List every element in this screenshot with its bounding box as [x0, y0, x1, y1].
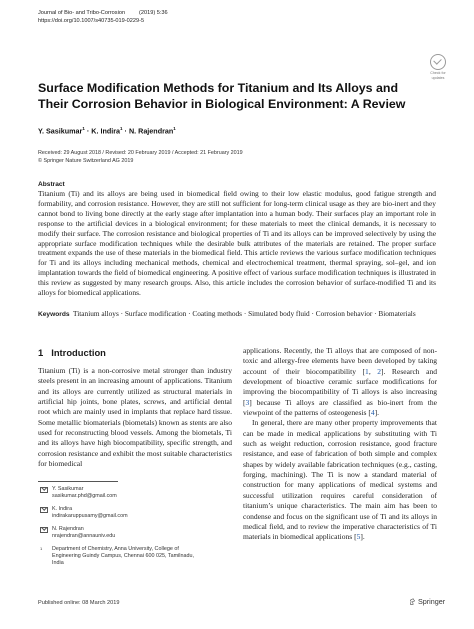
article-title: Surface Modification Methods for Titanium and Its Alloys and Their Corrosion Behavior in Biological Environment: A Review [38, 81, 406, 111]
check-for-updates-badge[interactable] [425, 54, 451, 80]
author-2[interactable]: K. Indira [91, 126, 121, 136]
author-3-affil: 1 [173, 126, 176, 131]
contact-name: N. Rajendran [52, 526, 84, 532]
section-number: 1 [38, 347, 44, 358]
contact-email[interactable]: sasikumar.phd@gmail.com [52, 493, 117, 499]
affiliation-line: Department of Chemistry, Anna University, College of [52, 546, 179, 552]
section-title: Introduction [51, 347, 106, 358]
contact-email[interactable]: indirakaruppusamy@gmail.com [52, 513, 128, 519]
author-list [38, 126, 176, 135]
publisher-logo[interactable] [409, 597, 445, 606]
envelope-icon [40, 487, 48, 493]
author-2-affil: 1 [120, 126, 123, 131]
publisher-name: Springer [418, 597, 446, 606]
keywords-text: Titanium alloys · Surface modification · Coating methods · Simulated body fluid · Corrosion behavior · Biomaterials [73, 309, 416, 318]
springer-horse-icon [409, 598, 416, 605]
envelope-icon [40, 507, 48, 513]
author-1[interactable]: Y. Sasikumar [38, 126, 83, 136]
author-sep: · [122, 126, 129, 136]
affiliation-line: Engineering Guindy Campus, Chennai 600 025, Tamilnadu, [52, 553, 194, 559]
author-1-affil: 1 [82, 126, 85, 131]
author-contacts [38, 486, 194, 567]
ref-link-1[interactable]: 1 [365, 366, 369, 376]
footnote-divider [38, 481, 118, 482]
envelope-icon [40, 527, 48, 533]
contact-name: K. Indira [52, 506, 73, 512]
history-dates: Received: 29 August 2018 / Revised: 20 February 2019 / Accepted: 21 February 2019 [38, 150, 243, 156]
check-icon [430, 54, 446, 70]
right-column [243, 346, 437, 543]
contact-email[interactable]: nrajendran@annauniv.edu [52, 533, 116, 539]
intro-paragraph-2 [243, 346, 437, 418]
para-text: ]. [360, 532, 365, 542]
ref-link-2[interactable]: 2 [377, 366, 382, 376]
contact-entry [38, 486, 194, 500]
intro-paragraph-3 [243, 418, 437, 542]
badge-line2: updates [431, 76, 445, 81]
affiliation-number: 1 [40, 546, 43, 551]
para-text: ] because Ti alloys are classified as bio-inert from the viewpoint of the patterns of osteogenesis [ [243, 397, 437, 418]
author-3[interactable]: N. Rajendran [128, 126, 174, 136]
journal-citation: Journal of Bio- and Tribo-Corrosion (2019) 5:36 [38, 10, 168, 16]
para-text: ]. [374, 408, 380, 418]
published-online: Published online: 08 March 2019 [38, 600, 120, 606]
keywords-block [38, 309, 436, 320]
ref-link-4[interactable]: 4 [370, 408, 375, 418]
left-column [38, 366, 232, 469]
abstract-text: Titanium (Ti) and its alloys are being used in biomedical field owing to their low elastic modulus, good fatigue strength and formability, and corrosion resistance. However, they are still not sufficient for long-term clinical usage as they are bio-inert and they cannot bond to living bone directly at the early stage after implantation into a human body. Their surfaces play an important role in response to the artificial devices in a biological environment; for these materials to meet the clinical demands, it is necessary to modify their surface. The corrosion resistance and biological properties of Ti and its alloys can be improved selectively by using the appropriate surface modification techniques while the desirable bulk attributes of the materials are retained. The proper surface treatment expands the use of these materials in the biomedical field. This article reviews the various surface modification techniques for Ti and its alloys including mechanical methods, chemical and electrochemical treatment, thermal spraying, sol–gel, and ion implantation towards the field of biomedical engineering. A positive effect of various surface modification techniques is illustrated in this review as suggested by many research groups. Also, this article includes the corrosion behavior of surface-modified Ti and its alloys for biomedical applications. [38, 189, 436, 298]
doi-link[interactable]: https://doi.org/10.1007/s40735-019-0229-5 [38, 18, 145, 24]
badge-line1: Check for [430, 71, 446, 75]
intro-paragraph-1: Titanium (Ti) is a non-corrosive metal stronger than industry steels present in an increasing amount of applications. Titanium and its alloys are currently utilized as structural materials in artificial hip joints, bone plates, screws, and artificial dental root which are mainly used in implants that replace hard tissue. Some metallic biomaterials (biometals) known as stents are also used for reconstructing blood vessels. Among the biometals, Ti and its alloys have high biocompatibility, specific strength, and corrosion resistance and exhibit the most suitable characteristics for biomedical [38, 366, 232, 469]
keywords-label: Keywords [38, 311, 70, 318]
author-sep: · [84, 126, 92, 136]
affiliation-line: India [52, 560, 64, 566]
para-text: In general, there are many other property improvements that can be made in medical applications by substituting with Ti such as weight reduction, corrosion resistance, good fracture resistance, and ease of fabrication of both simple and complex shapes by widely available fabrication techniques (e.g., casting, forging, machining). The Ti is now a standard material of construction for many applications of medical systems and successful utilization requires careful consideration of titanium’s unique characteristics. The main aim has been to condense and focus on the significant use of Ti and its alloys in medical field, and to review the imperative characteristics of Ti materials in biomedical applications [ [243, 418, 437, 542]
copyright-line: © Springer Nature Switzerland AG 2019 [38, 157, 134, 164]
section-heading [38, 347, 106, 358]
article-history [38, 150, 243, 166]
ref-link-3[interactable]: 3 [245, 397, 250, 407]
contact-entry [38, 526, 194, 540]
contact-entry [38, 506, 194, 520]
abstract-heading: Abstract [38, 181, 65, 188]
para-text: , [368, 366, 378, 376]
para-text: ]. Research and development of bioactive ceramic surface modifications for improving the biocompatibility of Ti alloys is also increasing [ [243, 366, 437, 407]
contact-name: Y. Sasikumar [52, 486, 84, 492]
affiliation [38, 546, 194, 567]
ref-link-5[interactable]: 5 [356, 532, 361, 542]
para-text: applications. Recently, the Ti alloys that are composed of non-toxic and allergy-free elements have been developed by taking account of their biocompatibility [ [243, 346, 437, 376]
journal-header [38, 9, 168, 25]
